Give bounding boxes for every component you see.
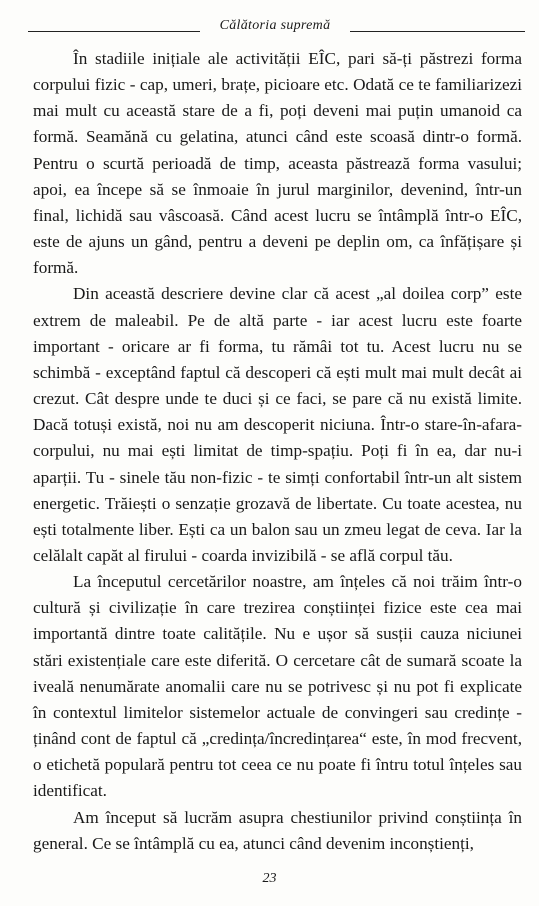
running-title: Călătoria supremă — [219, 18, 331, 33]
paragraph-1: În stadiile inițiale ale activității EÎC, pari să-ți păstrezi forma corpului fizic - cap, umeri, brațe, picioare etc. Odată ce te familiarizezi mai mult cu această stare de a fi, poți deveni mai puțin umanoid ca formă. Seamănă cu gelatina, atunci când este scoasă dintr-o formă. Pentru o scurtă perioadă de timp, aceasta păstrează forma vasului; apoi, ea începe să se înmoaie în jurul marginilor, devenind, într-un final, lichidă sau vâscoasă. Când acest lucru se întâmplă într-o EÎC, este de ajuns un gând, pentru a deveni pe deplin om, ca înfățișare și formă. — [33, 49, 522, 278]
paragraph-2: Din această descriere devine clar că acest „al doilea corp” este extrem de maleabil. Pe de altă parte - iar acest lucru este foarte important - oricare ar fi forma, tu rămâi tot tu. Acest lucru nu se schimbă - exceptând faptul că descoperi că ești mult mai mult decât ai crezut. Cât despre unde te duci și ce faci, se pare că nu există limite. Dacă totuși există, noi nu am descoperit niciuna. Într-o stare-în-afara-corpului, nu mai ești limitat de timp-spațiu. Poți fi în ea, dar nu-i aparții. Tu - sinele tău non-fizic - te simți confortabil într-un alt sistem energetic. Trăiești o senzație grozavă de libertate. Cu toate acestea, nu ești totalmente liber. Ești ca un balon sau un zmeu legat de ceva. Iar la celălalt capăt al firului - coarda invizibilă - se află corpul tău. — [33, 284, 522, 565]
paragraph-3: La începutul cercetărilor noastre, am înțeles că noi trăim într-o cultură și civilizație în care trezirea conștiinței fizice este cea mai importantă dintre toate calitățile. Nu e ușor să susții cauza niciunei stări existențiale care este diferită. O cercetare cât de sumară scoate la iveală nenumărate anomalii care nu se potrivesc și nu pot fi explicate în contextul limitelor sistemelor actuale de convingeri sau credințe - ținând cont de faptul că „credința/încredințarea“ este, în mod frecvent, o etichetă populară pentru tot ceea ce nu poate fi întru totul înțeles sau identificat. — [33, 572, 522, 801]
header-rule-left — [28, 31, 200, 32]
page-number: 23 — [262, 871, 277, 886]
header-rule-right — [350, 31, 525, 32]
running-header — [28, 18, 525, 38]
body-text — [33, 46, 522, 857]
paragraph-4: Am început să lucrăm asupra chestiunilor privind conștiința în general. Ce se întâmplă cu ea, atunci când devenim inconștienți, — [33, 807, 522, 853]
